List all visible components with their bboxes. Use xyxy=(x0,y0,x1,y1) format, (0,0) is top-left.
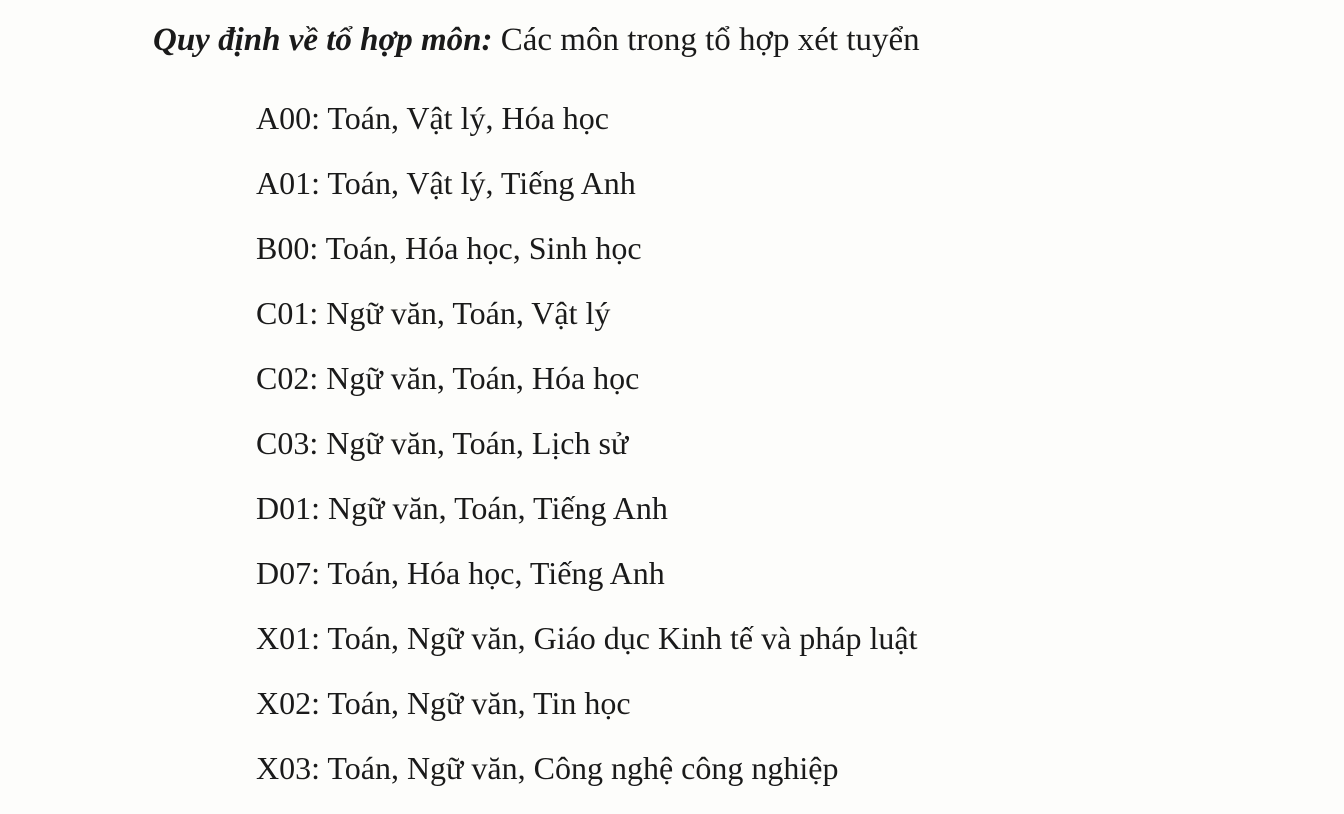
combination-code: B00 xyxy=(256,230,310,266)
combination-item: D07: Toán, Hóa học, Tiếng Anh xyxy=(256,555,665,591)
combination-code: X03 xyxy=(256,750,312,786)
combination-item: X02: Toán, Ngữ văn, Tin học xyxy=(256,685,631,721)
combination-code: C01 xyxy=(256,295,310,331)
combination-code: X02 xyxy=(256,685,312,721)
heading-text: Các môn trong tổ hợp xét tuyển xyxy=(500,22,920,58)
combination-subjects: Toán, Ngữ văn, Công nghệ công nghiệp xyxy=(327,750,839,786)
combination-code: D07 xyxy=(256,555,312,591)
combination-code: A00 xyxy=(256,100,312,136)
combination-subjects: Toán, Ngữ văn, Tin học xyxy=(327,685,631,721)
combination-item: D01: Ngữ văn, Toán, Tiếng Anh xyxy=(256,490,668,526)
combination-subjects: Toán, Hóa học, Sinh học xyxy=(325,230,642,266)
combination-subjects: Toán, Vật lý, Hóa học xyxy=(327,100,609,136)
combination-subjects: Ngữ văn, Toán, Lịch sử xyxy=(326,425,629,461)
combination-subjects: Toán, Ngữ văn, Giáo dục Kinh tế và pháp luật xyxy=(327,620,918,656)
combination-item: C02: Ngữ văn, Toán, Hóa học xyxy=(256,360,640,396)
combination-subjects: Toán, Hóa học, Tiếng Anh xyxy=(327,555,665,591)
heading-label: Quy định về tổ hợp môn: xyxy=(153,22,493,58)
combination-item: X01: Toán, Ngữ văn, Giáo dục Kinh tế và pháp luật xyxy=(256,620,918,656)
combination-item: A01: Toán, Vật lý, Tiếng Anh xyxy=(256,165,636,201)
combination-code: X01 xyxy=(256,620,312,656)
combination-subjects: Ngữ văn, Toán, Vật lý xyxy=(326,295,611,331)
combination-code: C02 xyxy=(256,360,310,396)
combination-code: D01 xyxy=(256,490,312,526)
section-heading xyxy=(153,16,920,64)
combination-code: C03 xyxy=(256,425,310,461)
combination-item: C01: Ngữ văn, Toán, Vật lý xyxy=(256,295,611,331)
combination-item: B00: Toán, Hóa học, Sinh học xyxy=(256,230,642,266)
combination-subjects: Toán, Vật lý, Tiếng Anh xyxy=(327,165,636,201)
combination-item: C03: Ngữ văn, Toán, Lịch sử xyxy=(256,425,629,461)
combination-subjects: Ngữ văn, Toán, Hóa học xyxy=(326,360,640,396)
combination-list xyxy=(256,86,917,801)
combination-subjects: Ngữ văn, Toán, Tiếng Anh xyxy=(328,490,668,526)
combination-item: X03: Toán, Ngữ văn, Công nghệ công nghiệp xyxy=(256,750,839,786)
combination-item: A00: Toán, Vật lý, Hóa học xyxy=(256,100,609,136)
combination-code: A01 xyxy=(256,165,312,201)
